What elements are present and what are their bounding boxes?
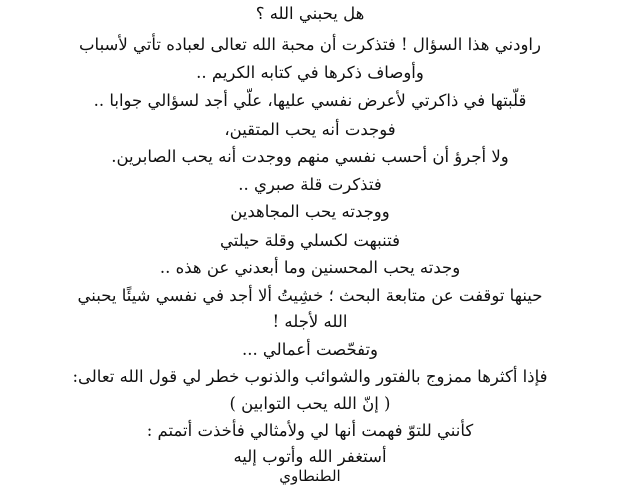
text-line-13: وتفحّصت أعمالي ... [241, 340, 379, 359]
text-line-4: قلّبتها في ذاكرتي لأعرض نفسي عليها، علّي أجد لسؤالي جوابا .. [93, 91, 527, 110]
text-line-5: فوجدت أنه يحب المتقين، [224, 120, 396, 139]
text-line-10: وجدته يحب المحسنين وما أبعدني عن هذه .. [159, 258, 461, 277]
text-line-17: أستغفر الله وأتوب إليه [233, 447, 387, 466]
text-line-12: الله لأجله ! [272, 312, 348, 331]
text-line-16: كأنني للتوّ فهمت أنها لي ولأمثالي فأخذت أتمتم : [146, 421, 474, 440]
text-line-1: هل يحبني الله ؟ [255, 4, 365, 23]
text-line-3: وأوصاف ذكرها في كتابه الكريم .. [196, 63, 424, 82]
text-line-6: ولا أجرؤ أن أحسب نفسي منهم ووجدت أنه يحب الصابرين. [111, 147, 509, 166]
text-line-11: حينها توقفت عن متابعة البحث ؛ خشِيتُ ألا أجد في نفسي شيئًا يحبني [77, 286, 543, 305]
text-line-15: ( إنّ الله يحب التوابين ) [229, 394, 391, 413]
signature: الطنطاوي [279, 467, 341, 485]
text-line-7: فتذكرت قلة صبري .. [238, 175, 382, 194]
text-line-14: فإذا أكثرها ممزوج بالفتور والشوائب والذنوب خطر لي قول الله تعالى: [72, 367, 548, 386]
text-line-8: ووجدته يحب المجاهدين [230, 202, 390, 221]
text-line-2: راودني هذا السؤال ! فتذكرت أن محبة الله تعالى لعباده تأتي لأسباب [79, 35, 541, 54]
text-line-9: فتنبهت لكسلي وقلة حيلتي [220, 231, 400, 250]
